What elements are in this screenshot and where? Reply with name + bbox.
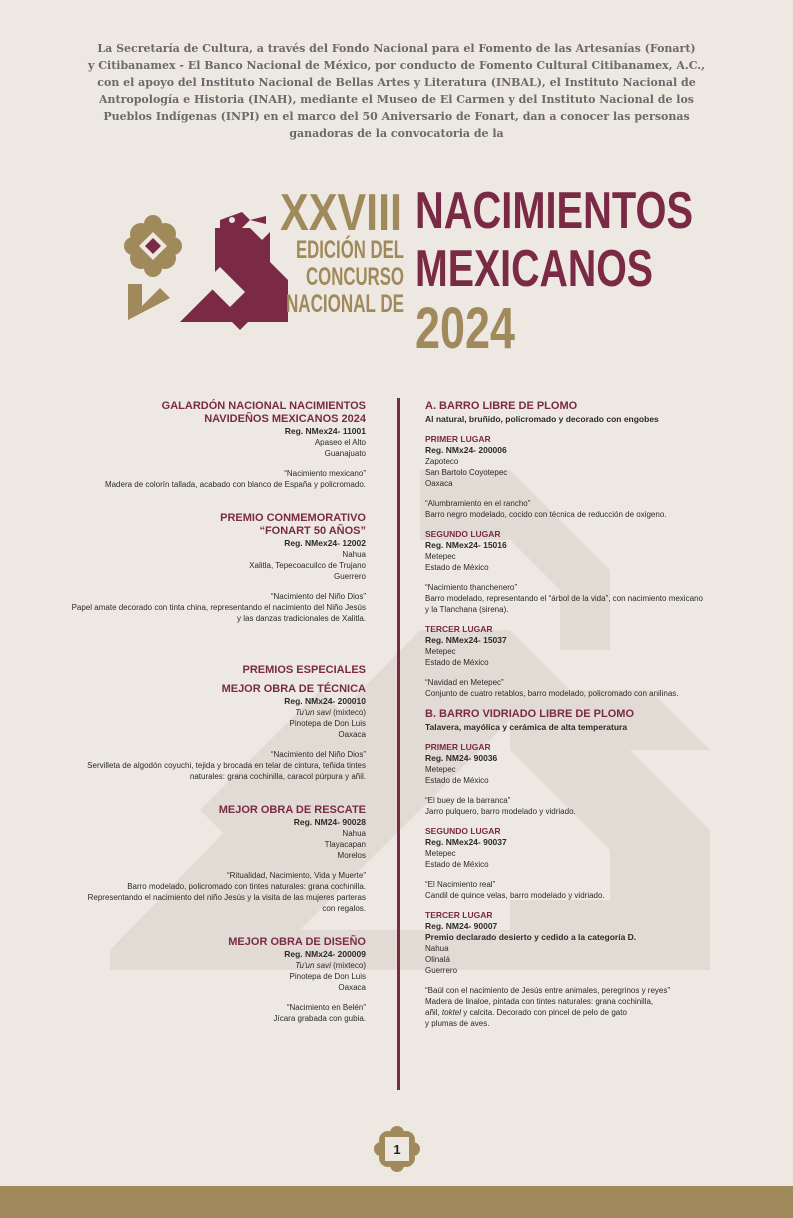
work-title: “Nacimiento mexicano” bbox=[284, 469, 366, 478]
location-line: San Bartolo Coyotepec bbox=[425, 468, 508, 477]
a-second-place bbox=[425, 529, 760, 615]
work-title: “Alumbramiento en el rancho” bbox=[425, 499, 531, 508]
award-note: Premio declarado desierto y cedido a la categoría D. bbox=[425, 932, 637, 942]
location-line: Pinotepa de Don Luis bbox=[289, 972, 366, 981]
location-line: Olinalá bbox=[425, 955, 450, 964]
a-third-place bbox=[425, 624, 760, 699]
place-label: SEGUNDO LUGAR bbox=[425, 529, 501, 539]
work-title: “Nacimiento en Belén” bbox=[286, 1003, 366, 1012]
logo-year: 2024 bbox=[415, 296, 515, 361]
diseno-section bbox=[30, 936, 366, 1024]
location-line: Guerrero bbox=[333, 572, 366, 581]
location-line bbox=[30, 707, 366, 718]
registration-number: Reg. NMex24- 11001 bbox=[284, 426, 366, 436]
place-label: PRIMER LUGAR bbox=[425, 742, 491, 752]
intro-line: ganadoras de la convocatoria de la bbox=[289, 127, 504, 140]
location-line: Estado de México bbox=[425, 776, 489, 785]
location-line: Nahua bbox=[342, 829, 366, 838]
work-description: naturales: grana cochinilla, caracol púrpura y añil. bbox=[189, 772, 366, 781]
premio-title: PREMIO CONMEMORATIVO bbox=[220, 512, 366, 524]
work-description: Barro negro modelado, cocido con técnica de reducción de oxigeno. bbox=[425, 510, 667, 519]
work-title: “Nacimiento del Niño Dios” bbox=[270, 750, 366, 759]
registration-number: Reg. NMx24- 200010 bbox=[284, 696, 366, 706]
work-description: con regalos. bbox=[322, 904, 366, 913]
intro-line: con el apoyo del Instituto Nacional de Bellas Artes y Literatura (INBAL), el Instituto Nacional de bbox=[97, 76, 696, 89]
location-line: Guanajuato bbox=[324, 449, 366, 458]
work-title: “Baúl con el nacimiento de Jesús entre animales, peregrinos y reyes” bbox=[425, 986, 671, 995]
work-description: y la Tlanchana (sirena). bbox=[425, 605, 509, 614]
work-title: “Nacimiento thanchenero” bbox=[425, 583, 518, 592]
rescate-section bbox=[30, 804, 366, 914]
location-line: Estado de México bbox=[425, 563, 489, 572]
registration-number: Reg. NMex24- 12002 bbox=[284, 538, 366, 548]
location-line: Metepec bbox=[425, 765, 456, 774]
location-line: Xalitla, Tepecoacuilco de Trujano bbox=[249, 561, 366, 570]
page-number-badge bbox=[374, 1126, 420, 1172]
footer-bar bbox=[0, 1186, 793, 1218]
logo-roman: XXVIII bbox=[280, 184, 402, 242]
rescate-title: MEJOR OBRA DE RESCATE bbox=[218, 804, 366, 816]
location-line: Estado de México bbox=[425, 658, 489, 667]
premio-section bbox=[30, 512, 366, 624]
b-first-place bbox=[425, 742, 760, 817]
b-third-place bbox=[425, 910, 760, 1029]
work-description: Jícara grabada con gubia. bbox=[273, 1014, 366, 1023]
bird-icon bbox=[180, 212, 288, 330]
registration-number: Reg. NMex24- 15037 bbox=[425, 635, 507, 645]
left-column bbox=[30, 400, 366, 1024]
registration-number: Reg. NM24- 90036 bbox=[425, 753, 498, 763]
intro-paragraph bbox=[40, 40, 753, 142]
work-description: Barro modelado, policromado con tintes naturales: grana cochinilla. bbox=[127, 882, 366, 891]
work-description: Representando el nacimiento del niño Jesús y la visita de las mujeres parteras bbox=[87, 893, 366, 902]
language-name: Tu'un savi bbox=[295, 961, 331, 970]
description-italic: toktel bbox=[441, 1008, 462, 1017]
work-description: Madera de linaloe, pintada con tintes naturales: grana cochinilla, bbox=[425, 997, 654, 1006]
location-line bbox=[30, 960, 366, 971]
work-title: “Ritualidad, Nacimiento, Vida y Muerte” bbox=[226, 871, 366, 880]
work-title: “El Nacimiento real” bbox=[425, 880, 496, 889]
location-line: Nahua bbox=[342, 550, 366, 559]
registration-number: Reg. NMx24- 200006 bbox=[425, 445, 507, 455]
place-label: TERCER LUGAR bbox=[425, 910, 493, 920]
location-line: Metepec bbox=[425, 849, 456, 858]
location-line: Nahua bbox=[425, 944, 449, 953]
work-description: Jarro pulquero, barro modelado y vidriado. bbox=[425, 807, 576, 816]
language-name: Tu'un savi bbox=[295, 708, 331, 717]
location-line: Oaxaca bbox=[338, 730, 366, 739]
galardon-title: GALARDÓN NACIONAL NACIMIENTOS bbox=[161, 400, 366, 412]
description-part: añil, bbox=[425, 1008, 442, 1017]
category-a-title: A. BARRO LIBRE DE PLOMO bbox=[425, 400, 578, 412]
registration-number: Reg. NM24- 90028 bbox=[293, 817, 366, 827]
galardon-section bbox=[30, 400, 366, 490]
location-line: Oaxaca bbox=[338, 983, 366, 992]
contest-logo bbox=[120, 172, 700, 362]
work-description: Servilleta de algodón coyuchi, tejida y brocada en telar de cintura, teñida tintes bbox=[87, 761, 366, 770]
place-label: PRIMER LUGAR bbox=[425, 434, 491, 444]
registration-number: Reg. NMex24- 15016 bbox=[425, 540, 507, 550]
page-number: 1 bbox=[393, 1142, 401, 1157]
logo-concurso: CONCURSO bbox=[306, 263, 404, 291]
category-b-description: Talavera, mayólica y cerámica de alta temperatura bbox=[425, 722, 628, 732]
work-description: Conjunto de cuatro retablos, barro modelado, policromado con anilinas. bbox=[425, 689, 679, 698]
galardon-title-2: NAVIDEÑOS MEXICANOS 2024 bbox=[204, 413, 366, 425]
work-description: Madera de colorín tallada, acabado con blanco de España y policromado. bbox=[104, 480, 366, 489]
location-line: Metepec bbox=[425, 552, 456, 561]
work-title: “Nacimiento del Niño Dios” bbox=[270, 592, 366, 601]
location-line: Apaseo el Alto bbox=[314, 438, 366, 447]
intro-line: Antropología e Historia (INAH), mediante el Museo de El Carmen y del Instituto Nacional de los bbox=[99, 93, 694, 106]
category-b-title: B. BARRO VIDRIADO LIBRE DE PLOMO bbox=[425, 708, 635, 720]
location-line: Estado de México bbox=[425, 860, 489, 869]
b-second-place bbox=[425, 826, 760, 901]
work-title: “El buey de la barranca” bbox=[425, 796, 511, 805]
right-column bbox=[425, 400, 760, 1029]
location-line: Tlayacapan bbox=[324, 840, 366, 849]
logo-title-1: NACIMIENTOS bbox=[415, 182, 693, 240]
work-description: y plumas de aves. bbox=[425, 1019, 490, 1028]
tecnica-section bbox=[30, 683, 366, 782]
work-title: “Navidad en Metepec” bbox=[425, 678, 504, 687]
location-line: Metepec bbox=[425, 647, 456, 656]
intro-line: La Secretaría de Cultura, a través del Fondo Nacional para el Fomento de las Artesanías (Fonart) bbox=[97, 42, 696, 55]
location-line: Morelos bbox=[337, 851, 366, 860]
category-a-description: Al natural, bruñido, policromado y decorado con engobes bbox=[425, 414, 659, 424]
language-note: (mixteco) bbox=[330, 708, 366, 717]
work-description: Candil de quince velas, barro modelado y vidriado. bbox=[425, 891, 605, 900]
place-label: SEGUNDO LUGAR bbox=[425, 826, 501, 836]
tecnica-title: MEJOR OBRA DE TÉCNICA bbox=[221, 683, 366, 695]
work-description bbox=[425, 1007, 760, 1018]
registration-number: Reg. NMex24- 90037 bbox=[425, 837, 507, 847]
work-description: Papel amate decorado con tinta china, representando el nacimiento del Niño Jesús bbox=[71, 603, 366, 612]
location-line: Zapoteco bbox=[425, 457, 459, 466]
especiales-title: PREMIOS ESPECIALES bbox=[242, 664, 366, 676]
location-line: Guerrero bbox=[425, 966, 458, 975]
registration-number: Reg. NM24- 90007 bbox=[425, 921, 498, 931]
logo-title-2: MEXICANOS bbox=[415, 240, 653, 298]
diseno-title: MEJOR OBRA DE DISEÑO bbox=[228, 936, 366, 948]
description-part: y calcita. Decorado con pincel de pelo de gato bbox=[461, 1008, 627, 1017]
intro-line: Pueblos Indígenas (INPI) en el marco del 50 Aniversario de Fonart, dan a conocer las personas bbox=[103, 110, 690, 123]
language-note: (mixteco) bbox=[330, 961, 366, 970]
premio-title-2: “FONART 50 AÑOS” bbox=[259, 525, 366, 537]
work-description: Barro modelado, representando el “árbol de la vida”, con nacimiento mexicano bbox=[425, 594, 703, 603]
logo-edicion: EDICIÓN DEL bbox=[296, 236, 458, 264]
intro-line: y Citibanamex - El Banco Nacional de México, por conducto de Fomento Cultural Citibanamex, A.C., bbox=[88, 59, 705, 72]
a-first-place bbox=[425, 434, 760, 520]
location-line: Oaxaca bbox=[425, 479, 453, 488]
location-line: Pinotepa de Don Luis bbox=[289, 719, 366, 728]
logo-nacional: NACIONAL DE bbox=[286, 290, 404, 318]
place-label: TERCER LUGAR bbox=[425, 624, 493, 634]
column-divider bbox=[397, 398, 400, 1090]
work-description: y las danzas tradicionales de Xalitla. bbox=[237, 614, 366, 623]
registration-number: Reg. NMx24- 200009 bbox=[284, 949, 366, 959]
